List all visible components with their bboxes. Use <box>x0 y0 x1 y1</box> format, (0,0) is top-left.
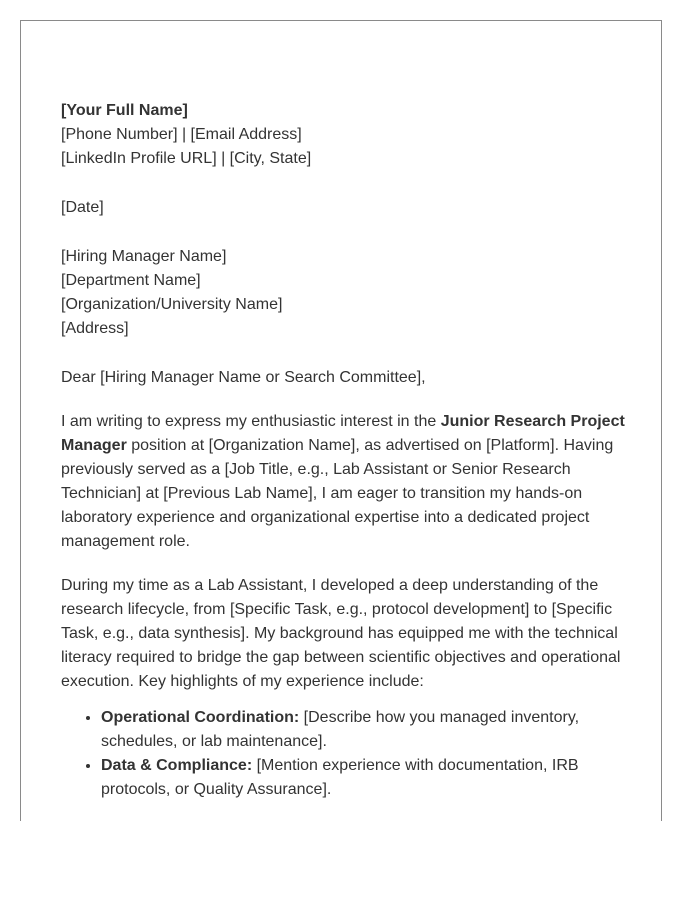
paragraph-intro-rest: position at [Organization Name], as advertised on [Platform]. Having previously served as a [Job Title, e.g., Lab Assistant or Senior Research Technician] at [Previous Lab Name], I am eager to transition my hands-on laboratory experience and organizational expertise into a dedicated project management role. <box>61 437 614 550</box>
sender-name: [Your Full Name] <box>61 102 188 119</box>
sender-contact-line-2: [LinkedIn Profile URL] | [City, State] <box>61 150 312 167</box>
sender-contact-line-1: [Phone Number] | [Email Address] <box>61 126 302 143</box>
letter-content <box>61 99 626 802</box>
list-item <box>101 754 626 802</box>
letter-page <box>20 20 662 821</box>
recipient-name: [Hiring Manager Name] <box>61 248 227 265</box>
letter-date: [Date] <box>61 199 104 216</box>
salutation: Dear [Hiring Manager Name or Search Committee], <box>61 369 426 386</box>
recipient-department: [Department Name] <box>61 272 201 289</box>
paragraph-intro-start: I am writing to express my enthusiastic interest in the <box>61 413 441 430</box>
recipient-organization: [Organization/University Name] <box>61 296 283 313</box>
paragraph-experience: During my time as a Lab Assistant, I developed a deep understanding of the research lifecycle, from [Specific Task, e.g., protocol development] to [Specific Task, e.g., data synthesis]. My background has equipped me with the technical literacy required to bridge the gap between scientific objectives and operational execution. Key highlights of my experience include: <box>61 577 621 690</box>
recipient-address: [Address] <box>61 320 129 337</box>
highlight-title: Data & Compliance: <box>101 757 253 774</box>
highlight-text: [Describe how you managed inventory, schedules, or lab maintenance]. <box>101 709 580 750</box>
paragraph-intro <box>61 410 626 554</box>
list-item <box>101 706 626 754</box>
highlights-list <box>61 706 626 802</box>
highlight-title: Operational Coordination: <box>101 709 300 726</box>
highlight-text: [Mention experience with documentation, IRB protocols, or Quality Assurance]. <box>101 757 579 798</box>
position-title: Junior Research Project Manager <box>61 413 625 454</box>
